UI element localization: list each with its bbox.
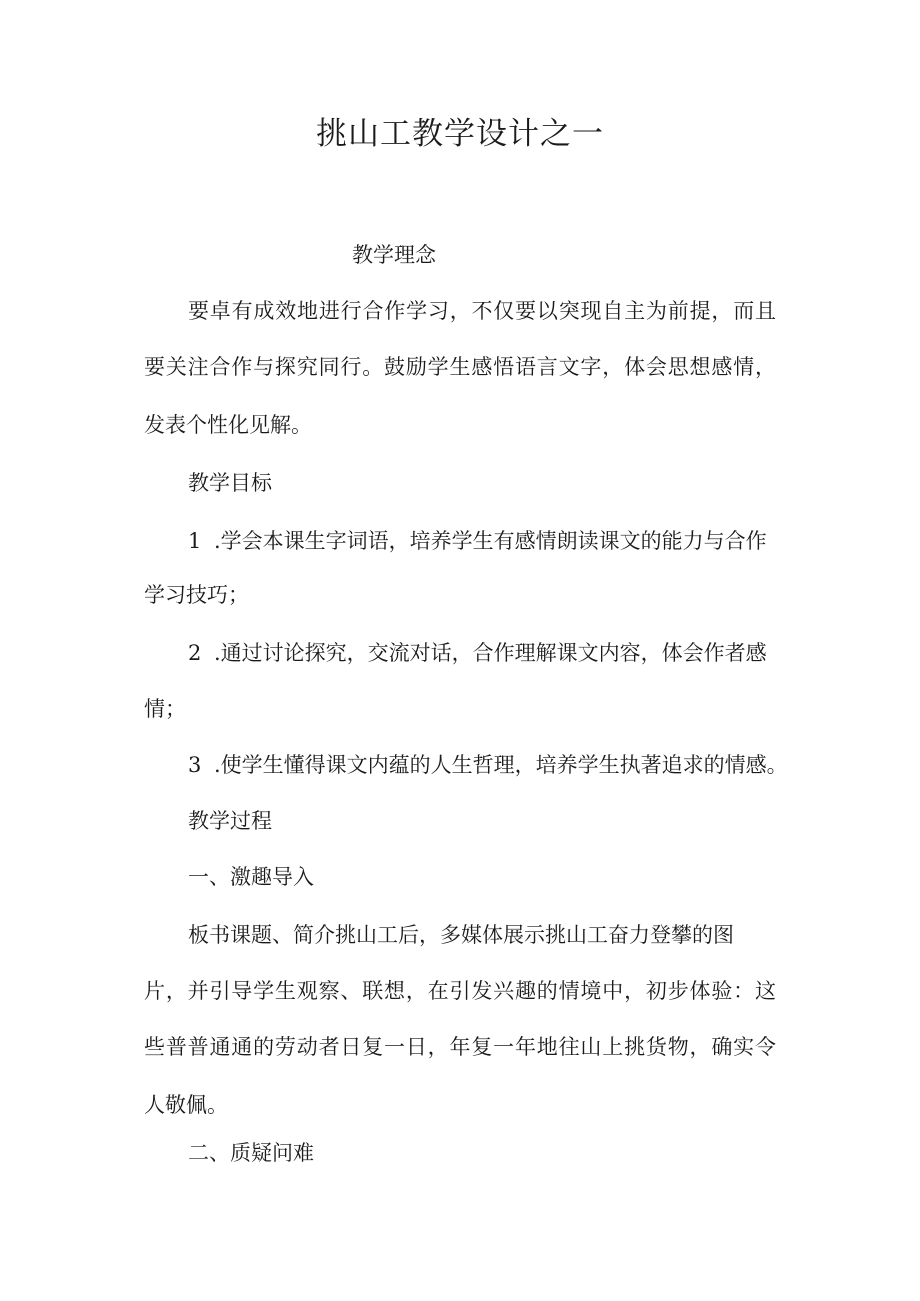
concept-line-3: 发表个性化见解。 bbox=[144, 413, 312, 437]
document-title: 挑山工教学设计之一 bbox=[316, 116, 604, 152]
step-heading-2: 二、质疑问难 bbox=[188, 1141, 314, 1165]
step1-line-2: 片，并引导学生观察、联想，在引发兴趣的情境中，初步体验：这 bbox=[144, 979, 776, 1003]
goal-text: .通过讨论探究，交流对话，合作理解课文内容，体会作者感 bbox=[214, 641, 767, 665]
goal-text: .使学生懂得课文内蕴的人生哲理，培养学生执著追求的情感。 bbox=[214, 753, 788, 777]
step1-line-1: 板书课题、简介挑山工后，多媒体展示挑山工奋力登攀的图 bbox=[188, 923, 734, 947]
concept-line-1: 要卓有成效地进行合作学习，不仅要以突现自主为前提，而且 bbox=[188, 299, 776, 323]
goal-item-1-cont: 学习技巧； bbox=[144, 583, 249, 607]
goal-number: 1 bbox=[188, 529, 202, 553]
section-heading-process: 教学过程 bbox=[188, 809, 272, 833]
step-heading-1: 一、激趣导入 bbox=[188, 865, 314, 889]
goal-number: 2 bbox=[188, 641, 202, 665]
step1-line-3: 些普普通通的劳动者日复一日，年复一年地往山上挑货物，确实令 bbox=[144, 1035, 776, 1059]
goal-item-3 bbox=[188, 750, 788, 780]
section-heading-goals: 教学目标 bbox=[188, 471, 272, 495]
goal-item-2-cont: 情； bbox=[144, 697, 186, 721]
goal-item-2 bbox=[188, 638, 776, 668]
goal-item-1 bbox=[188, 526, 776, 556]
goal-number: 3 bbox=[188, 753, 202, 777]
concept-line-2: 要关注合作与探究同行。鼓励学生感悟语言文字，体会思想感情， bbox=[144, 355, 776, 379]
section-heading-concept: 教学理念 bbox=[352, 243, 436, 267]
step1-line-4: 人敬佩。 bbox=[144, 1093, 228, 1117]
goal-text: .学会本课生字词语，培养学生有感情朗读课文的能力与合作 bbox=[214, 529, 767, 553]
